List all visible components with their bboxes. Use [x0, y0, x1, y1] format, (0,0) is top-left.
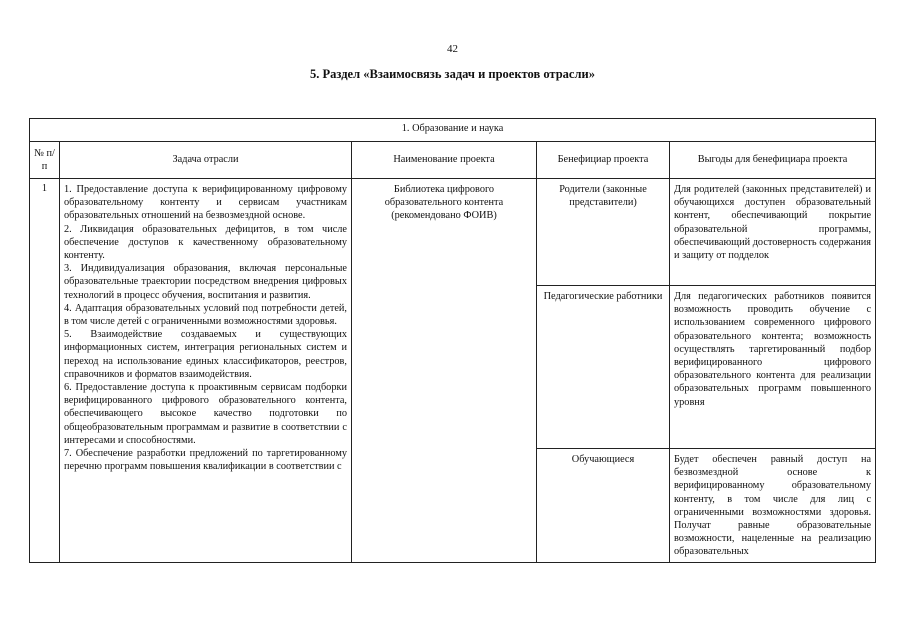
column-header-benefit: Выгоды для бенефициара проекта	[670, 142, 876, 179]
section-title: 5. Раздел «Взаимосвязь задач и проектов отрасли»	[310, 67, 595, 81]
project-name-cell: Библиотека цифрового образовательного контента (рекомендовано ФОИВ)	[352, 179, 537, 563]
column-header-num: № п/п	[30, 142, 60, 179]
row-number: 1	[30, 179, 60, 563]
beneficiary-cell: Обучающиеся	[537, 449, 670, 563]
task-item: 1. Предоставление доступа к верифицированному цифровому образовательному контенту и сервисам участникам образовательных отношений на безвозмездной основе.	[64, 184, 347, 222]
task-item: 4. Адаптация образовательных условий под потребности детей, в том числе детей с ограниченными возможностями здоровья.	[64, 302, 347, 328]
benefit-cell: Для педагогических работников появится возможность проводить обучение с использованием современного цифрового образовательного контента; возможность осуществлять таргетированный подбор верифицированного цифрового образовательного контента для реализации образовательных программ повышенного уровня	[670, 286, 876, 449]
task-item: 5. Взаимодействие создаваемых и существующих информационных систем, интеграция региональных систем и переход на использование единых классификаторов, реестров, справочников и форматов взаимодействия.	[64, 329, 347, 380]
column-header-task: Задача отрасли	[60, 142, 352, 179]
beneficiary-cell: Педагогические работники	[537, 286, 670, 449]
beneficiary-cell: Родители (законные представители)	[537, 179, 670, 286]
page-number: 42	[447, 43, 458, 55]
column-header-beneficiary: Бенефициар проекта	[537, 142, 670, 179]
table-span-header-row	[30, 119, 876, 142]
benefit-cell: Для родителей (законных представителей) и обучающихся доступен образовательный контент, обеспечивающий покрытие образовательной программы, обеспечивающий достоверность содержания и защиту от подделок	[670, 179, 876, 286]
section-header-education: 1. Образование и наука	[30, 119, 876, 142]
benefit-cell: Будет обеспечен равный доступ на безвозмездной основе к верифицированному образовательному контенту, в том числе для лиц с ограниченными возможностями здоровья. Получат равные образовательные возможности, нацеленные на реализацию образовательных	[670, 449, 876, 563]
table-column-header-row	[30, 142, 876, 179]
task-list-cell	[60, 179, 352, 563]
column-header-project: Наименование проекта	[352, 142, 537, 179]
table-row	[30, 179, 876, 286]
task-item: 2. Ликвидация образовательных дефицитов, в том числе обеспечение доступов к качественному образовательному контенту.	[64, 223, 347, 262]
task-item: 3. Индивидуализация образования, включая персональные образовательные траектории посредством внедрения цифровых технологий в процесс обучения, воспитания и развития.	[64, 263, 347, 301]
task-item: 6. Предоставление доступа к проактивным сервисам подборки верифицированного цифрового образовательного контента, обеспечивающего высокое качество подготовки по общеобразовательным программам и развитие в соответствии с интересами и способностями.	[64, 382, 347, 446]
tasks-projects-table	[29, 118, 876, 563]
task-item: 7. Обеспечение разработки предложений по таргетированному перечню программ повышения квалификации в соответствии с	[64, 448, 347, 473]
